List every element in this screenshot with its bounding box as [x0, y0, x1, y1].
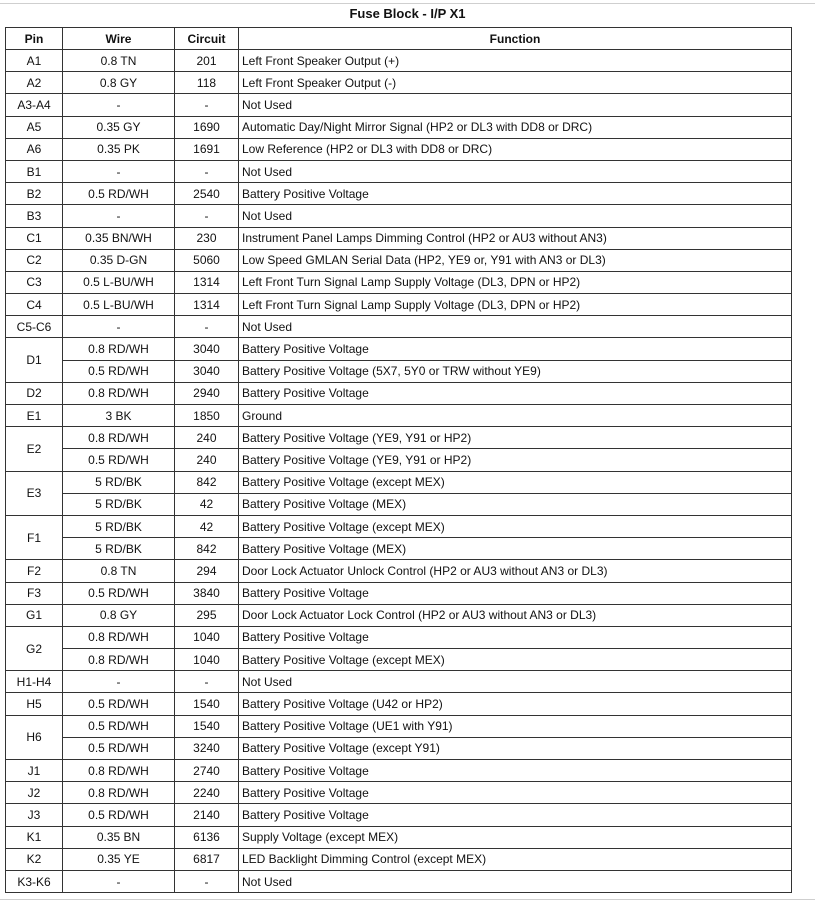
circuit-cell: 6817 — [175, 848, 239, 870]
pin-cell: E2 — [6, 427, 63, 471]
wire-cell: 0.8 TN — [63, 50, 175, 72]
function-cell: Left Front Turn Signal Lamp Supply Voltage (DL3, DPN or HP2) — [239, 271, 792, 293]
function-cell: Battery Positive Voltage — [239, 338, 792, 360]
pin-cell: H5 — [6, 693, 63, 715]
top-divider — [0, 3, 815, 4]
circuit-cell: 3040 — [175, 360, 239, 382]
function-cell: LED Backlight Dimming Control (except MEX) — [239, 848, 792, 870]
wire-cell: 0.5 L-BU/WH — [63, 294, 175, 316]
circuit-cell: 1690 — [175, 116, 239, 138]
function-cell: Ground — [239, 405, 792, 427]
circuit-cell: 1314 — [175, 271, 239, 293]
wire-cell: 0.8 RD/WH — [63, 626, 175, 648]
circuit-cell: 240 — [175, 449, 239, 471]
circuit-cell: - — [175, 870, 239, 892]
pin-cell: C1 — [6, 227, 63, 249]
wire-cell: 5 RD/BK — [63, 471, 175, 493]
pin-cell: K2 — [6, 848, 63, 870]
pin-cell: K3-K6 — [6, 870, 63, 892]
circuit-cell: - — [175, 316, 239, 338]
function-cell: Low Reference (HP2 or DL3 with DD8 or DRC) — [239, 138, 792, 160]
circuit-cell: 2240 — [175, 782, 239, 804]
function-cell: Battery Positive Voltage (UE1 with Y91) — [239, 715, 792, 737]
pin-cell: D2 — [6, 382, 63, 404]
function-cell: Left Front Speaker Output (+) — [239, 50, 792, 72]
pin-cell: D1 — [6, 338, 63, 382]
wire-cell: - — [63, 160, 175, 182]
table-row — [6, 72, 792, 94]
circuit-cell: 1040 — [175, 649, 239, 671]
wire-cell: 5 RD/BK — [63, 538, 175, 560]
pin-cell: F3 — [6, 582, 63, 604]
circuit-cell: 1850 — [175, 405, 239, 427]
wire-cell: - — [63, 94, 175, 116]
pin-cell: C4 — [6, 294, 63, 316]
pin-cell: J3 — [6, 804, 63, 826]
pin-cell: A5 — [6, 116, 63, 138]
circuit-cell: 2540 — [175, 183, 239, 205]
wire-cell: 0.8 RD/WH — [63, 649, 175, 671]
circuit-cell: 1040 — [175, 626, 239, 648]
function-cell: Battery Positive Voltage (YE9, Y91 or HP2) — [239, 427, 792, 449]
function-cell: Battery Positive Voltage (except Y91) — [239, 737, 792, 759]
wire-cell: 3 BK — [63, 405, 175, 427]
circuit-cell: 2940 — [175, 382, 239, 404]
wire-cell: 0.8 GY — [63, 72, 175, 94]
table-row — [6, 604, 792, 626]
table-row — [6, 338, 792, 360]
function-cell: Instrument Panel Lamps Dimming Control (HP2 or AU3 without AN3) — [239, 227, 792, 249]
wire-cell: 0.5 RD/WH — [63, 360, 175, 382]
wire-cell: 0.5 RD/WH — [63, 737, 175, 759]
circuit-cell: 230 — [175, 227, 239, 249]
pin-cell: E1 — [6, 405, 63, 427]
table-row — [6, 626, 792, 648]
wire-cell: 0.8 RD/WH — [63, 760, 175, 782]
table-row — [6, 693, 792, 715]
circuit-cell: 42 — [175, 515, 239, 537]
circuit-cell: 2740 — [175, 760, 239, 782]
circuit-cell: 295 — [175, 604, 239, 626]
circuit-cell: 3240 — [175, 737, 239, 759]
wire-cell: 0.35 PK — [63, 138, 175, 160]
wire-cell: 0.8 GY — [63, 604, 175, 626]
function-cell: Door Lock Actuator Unlock Control (HP2 or AU3 without AN3 or DL3) — [239, 560, 792, 582]
pin-cell: G1 — [6, 604, 63, 626]
table-row — [6, 471, 792, 493]
wire-cell: - — [63, 870, 175, 892]
circuit-cell: 3040 — [175, 338, 239, 360]
header-pin: Pin — [6, 28, 63, 50]
table-row — [6, 804, 792, 826]
circuit-cell: 240 — [175, 427, 239, 449]
function-cell: Not Used — [239, 671, 792, 693]
table-row — [6, 316, 792, 338]
pin-cell: K1 — [6, 826, 63, 848]
table-body — [6, 50, 792, 893]
circuit-cell: 42 — [175, 493, 239, 515]
table-row — [6, 183, 792, 205]
table-row — [6, 449, 792, 471]
table-row — [6, 360, 792, 382]
function-cell: Battery Positive Voltage — [239, 760, 792, 782]
function-cell: Door Lock Actuator Lock Control (HP2 or AU3 without AN3 or DL3) — [239, 604, 792, 626]
pin-cell: B1 — [6, 160, 63, 182]
pin-cell: F2 — [6, 560, 63, 582]
table-row — [6, 826, 792, 848]
wire-cell: 0.8 TN — [63, 560, 175, 582]
circuit-cell: 842 — [175, 471, 239, 493]
wire-cell: 0.5 RD/WH — [63, 582, 175, 604]
circuit-cell: 1314 — [175, 294, 239, 316]
pin-cell: J1 — [6, 760, 63, 782]
wire-cell: 0.8 RD/WH — [63, 782, 175, 804]
pin-cell: A2 — [6, 72, 63, 94]
wire-cell: 0.5 RD/WH — [63, 449, 175, 471]
table-title: Fuse Block - I/P X1 — [349, 6, 466, 21]
function-cell: Battery Positive Voltage (MEX) — [239, 538, 792, 560]
wire-cell: - — [63, 205, 175, 227]
table-row — [6, 227, 792, 249]
function-cell: Automatic Day/Night Mirror Signal (HP2 or DL3 with DD8 or DRC) — [239, 116, 792, 138]
circuit-cell: 5060 — [175, 249, 239, 271]
table-row — [6, 515, 792, 537]
circuit-cell: 2140 — [175, 804, 239, 826]
circuit-cell: - — [175, 94, 239, 116]
table-row — [6, 737, 792, 759]
table-row — [6, 294, 792, 316]
circuit-cell: 1540 — [175, 715, 239, 737]
pin-cell: B3 — [6, 205, 63, 227]
wire-cell: 0.35 YE — [63, 848, 175, 870]
table-row — [6, 493, 792, 515]
header-row — [6, 28, 792, 50]
table-row — [6, 427, 792, 449]
function-cell: Not Used — [239, 94, 792, 116]
table-row — [6, 582, 792, 604]
pin-cell: C2 — [6, 249, 63, 271]
function-cell: Not Used — [239, 205, 792, 227]
function-cell: Battery Positive Voltage (MEX) — [239, 493, 792, 515]
circuit-cell: 6136 — [175, 826, 239, 848]
pin-cell: A1 — [6, 50, 63, 72]
table-row — [6, 160, 792, 182]
wire-cell: 0.5 L-BU/WH — [63, 271, 175, 293]
wire-cell: 0.5 RD/WH — [63, 183, 175, 205]
table-row — [6, 138, 792, 160]
pin-cell: J2 — [6, 782, 63, 804]
pin-cell: H6 — [6, 715, 63, 759]
function-cell: Battery Positive Voltage (5X7, 5Y0 or TRW without YE9) — [239, 360, 792, 382]
header-circuit: Circuit — [175, 28, 239, 50]
function-cell: Left Front Turn Signal Lamp Supply Voltage (DL3, DPN or HP2) — [239, 294, 792, 316]
circuit-cell: - — [175, 205, 239, 227]
function-cell: Battery Positive Voltage (U42 or HP2) — [239, 693, 792, 715]
function-cell: Battery Positive Voltage — [239, 782, 792, 804]
function-cell: Battery Positive Voltage (except MEX) — [239, 515, 792, 537]
wire-cell: 0.5 RD/WH — [63, 804, 175, 826]
pin-cell: C3 — [6, 271, 63, 293]
function-cell: Battery Positive Voltage — [239, 626, 792, 648]
circuit-cell: - — [175, 671, 239, 693]
table-row — [6, 249, 792, 271]
circuit-cell: 201 — [175, 50, 239, 72]
header-function: Function — [239, 28, 792, 50]
circuit-cell: 842 — [175, 538, 239, 560]
wire-cell: - — [63, 316, 175, 338]
circuit-cell: 1540 — [175, 693, 239, 715]
function-cell: Low Speed GMLAN Serial Data (HP2, YE9 or, Y91 with AN3 or DL3) — [239, 249, 792, 271]
bottom-divider — [0, 899, 815, 900]
wire-cell: 0.5 RD/WH — [63, 715, 175, 737]
function-cell: Battery Positive Voltage — [239, 582, 792, 604]
function-cell: Battery Positive Voltage (YE9, Y91 or HP2) — [239, 449, 792, 471]
function-cell: Supply Voltage (except MEX) — [239, 826, 792, 848]
function-cell: Not Used — [239, 160, 792, 182]
table-row — [6, 405, 792, 427]
function-cell: Battery Positive Voltage — [239, 183, 792, 205]
table-row — [6, 538, 792, 560]
function-cell: Battery Positive Voltage — [239, 382, 792, 404]
table-row — [6, 760, 792, 782]
wire-cell: 5 RD/BK — [63, 515, 175, 537]
function-cell: Not Used — [239, 870, 792, 892]
wire-cell: 0.5 RD/WH — [63, 693, 175, 715]
function-cell: Battery Positive Voltage — [239, 804, 792, 826]
pin-cell: C5-C6 — [6, 316, 63, 338]
pin-cell: F1 — [6, 515, 63, 559]
header-wire: Wire — [63, 28, 175, 50]
table-row — [6, 50, 792, 72]
wire-cell: 0.35 BN/WH — [63, 227, 175, 249]
fuse-block-table — [5, 27, 792, 893]
pin-cell: A3-A4 — [6, 94, 63, 116]
wire-cell: 0.35 BN — [63, 826, 175, 848]
function-cell: Battery Positive Voltage (except MEX) — [239, 471, 792, 493]
table-row — [6, 271, 792, 293]
circuit-cell: 1691 — [175, 138, 239, 160]
pin-cell: E3 — [6, 471, 63, 515]
table-row — [6, 870, 792, 892]
circuit-cell: 118 — [175, 72, 239, 94]
table-row — [6, 94, 792, 116]
wire-cell: - — [63, 671, 175, 693]
circuit-cell: 3840 — [175, 582, 239, 604]
function-cell: Left Front Speaker Output (-) — [239, 72, 792, 94]
pin-cell: A6 — [6, 138, 63, 160]
table-row — [6, 782, 792, 804]
table-row — [6, 116, 792, 138]
table-row — [6, 649, 792, 671]
pin-cell: B2 — [6, 183, 63, 205]
wire-cell: 0.35 D-GN — [63, 249, 175, 271]
function-cell: Not Used — [239, 316, 792, 338]
wire-cell: 0.8 RD/WH — [63, 338, 175, 360]
circuit-cell: - — [175, 160, 239, 182]
table-row — [6, 671, 792, 693]
wire-cell: 0.8 RD/WH — [63, 427, 175, 449]
table-row — [6, 382, 792, 404]
wire-cell: 0.8 RD/WH — [63, 382, 175, 404]
circuit-cell: 294 — [175, 560, 239, 582]
table-row — [6, 715, 792, 737]
table-row — [6, 205, 792, 227]
function-cell: Battery Positive Voltage (except MEX) — [239, 649, 792, 671]
wire-cell: 5 RD/BK — [63, 493, 175, 515]
pin-cell: G2 — [6, 626, 63, 670]
table-row — [6, 848, 792, 870]
wire-cell: 0.35 GY — [63, 116, 175, 138]
table-row — [6, 560, 792, 582]
pin-cell: H1-H4 — [6, 671, 63, 693]
